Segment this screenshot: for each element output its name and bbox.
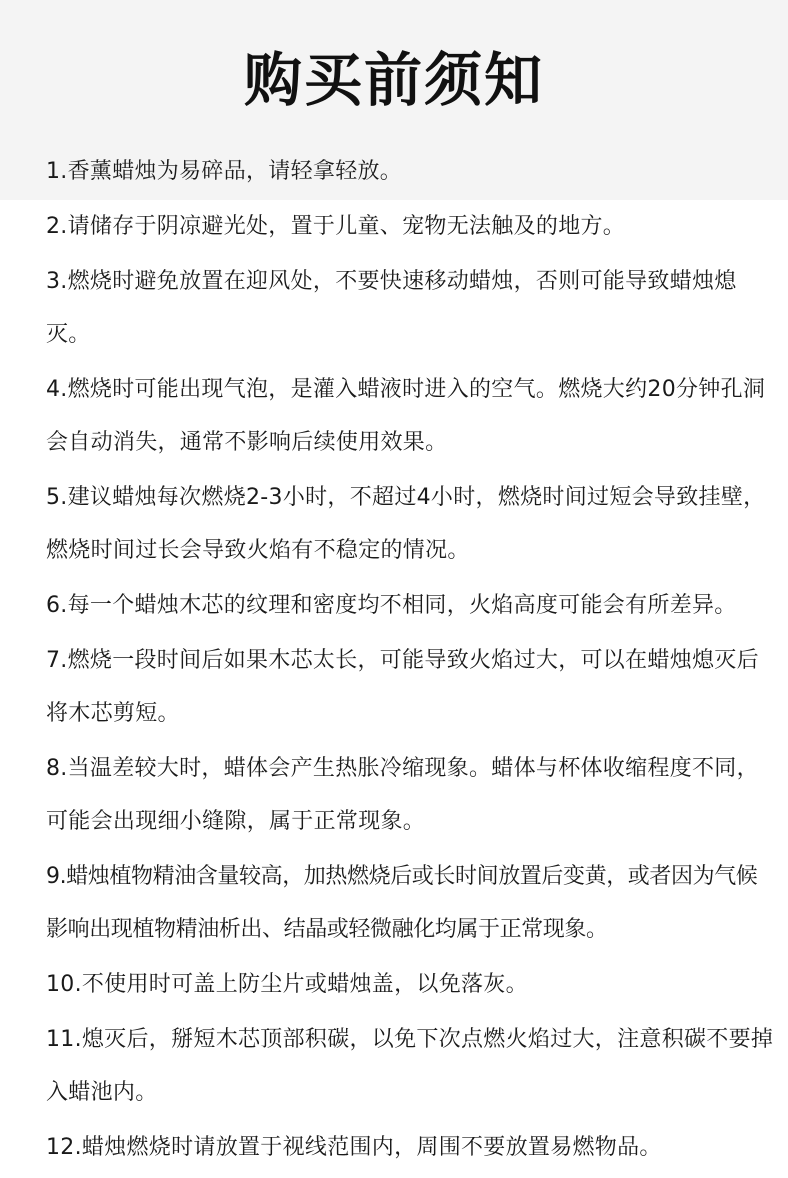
notice-item-8: 8.当温差较大时，蜡体会产生热胀冷缩现象。蜡体与杯体收缩程度不同，可能会出现细小缝隙，属于正常现象。 [46, 756, 759, 834]
notice-item-4: 4.燃烧时可能出现气泡，是灌入蜡液时进入的空气。燃烧大约20分钟孔洞会自动消失，通常不影响后续使用效果。 [46, 377, 766, 455]
notice-list [46, 145, 776, 1176]
notice-item-7: 7.燃烧一段时间后如果木芯太长，可能导致火焰过大，可以在蜡烛熄灭后将木芯剪短。 [46, 648, 759, 726]
notice-item-3: 3.燃烧时避免放置在迎风处，不要快速移动蜡烛，否则可能导致蜡烛熄灭。 [46, 269, 737, 347]
notice-item-10: 10.不使用时可盖上防尘片或蜡烛盖，以免落灰。 [46, 972, 528, 997]
notice-item-11: 11.熄灭后，掰短木芯顶部积碳，以免下次点燃火焰过大，注意积碳不要掉入蜡池内。 [46, 1027, 774, 1105]
notice-item-9: 9.蜡烛植物精油含量较高，加热燃烧后或长时间放置后变黄，或者因为气候影响出现植物精油析出、结晶或轻微融化均属于正常现象。 [46, 864, 758, 942]
page-title: 购买前须知 [243, 46, 544, 114]
notice-item-2: 2.请储存于阴凉避光处，置于儿童、宠物无法触及的地方。 [46, 214, 626, 239]
notice-item-12: 12.蜡烛燃烧时请放置于视线范围内，周围不要放置易燃物品。 [46, 1135, 662, 1160]
notice-item-1: 1.香薰蜡烛为易碎品，请轻拿轻放。 [46, 159, 403, 184]
notice-item-6: 6.每一个蜡烛木芯的纹理和密度均不相同，火焰高度可能会有所差异。 [46, 593, 737, 618]
notice-item-5: 5.建议蜡烛每次燃烧2-3小时，不超过4小时，燃烧时间过短会导致挂壁，燃烧时间过长会导致火焰有不稳定的情况。 [46, 485, 766, 563]
